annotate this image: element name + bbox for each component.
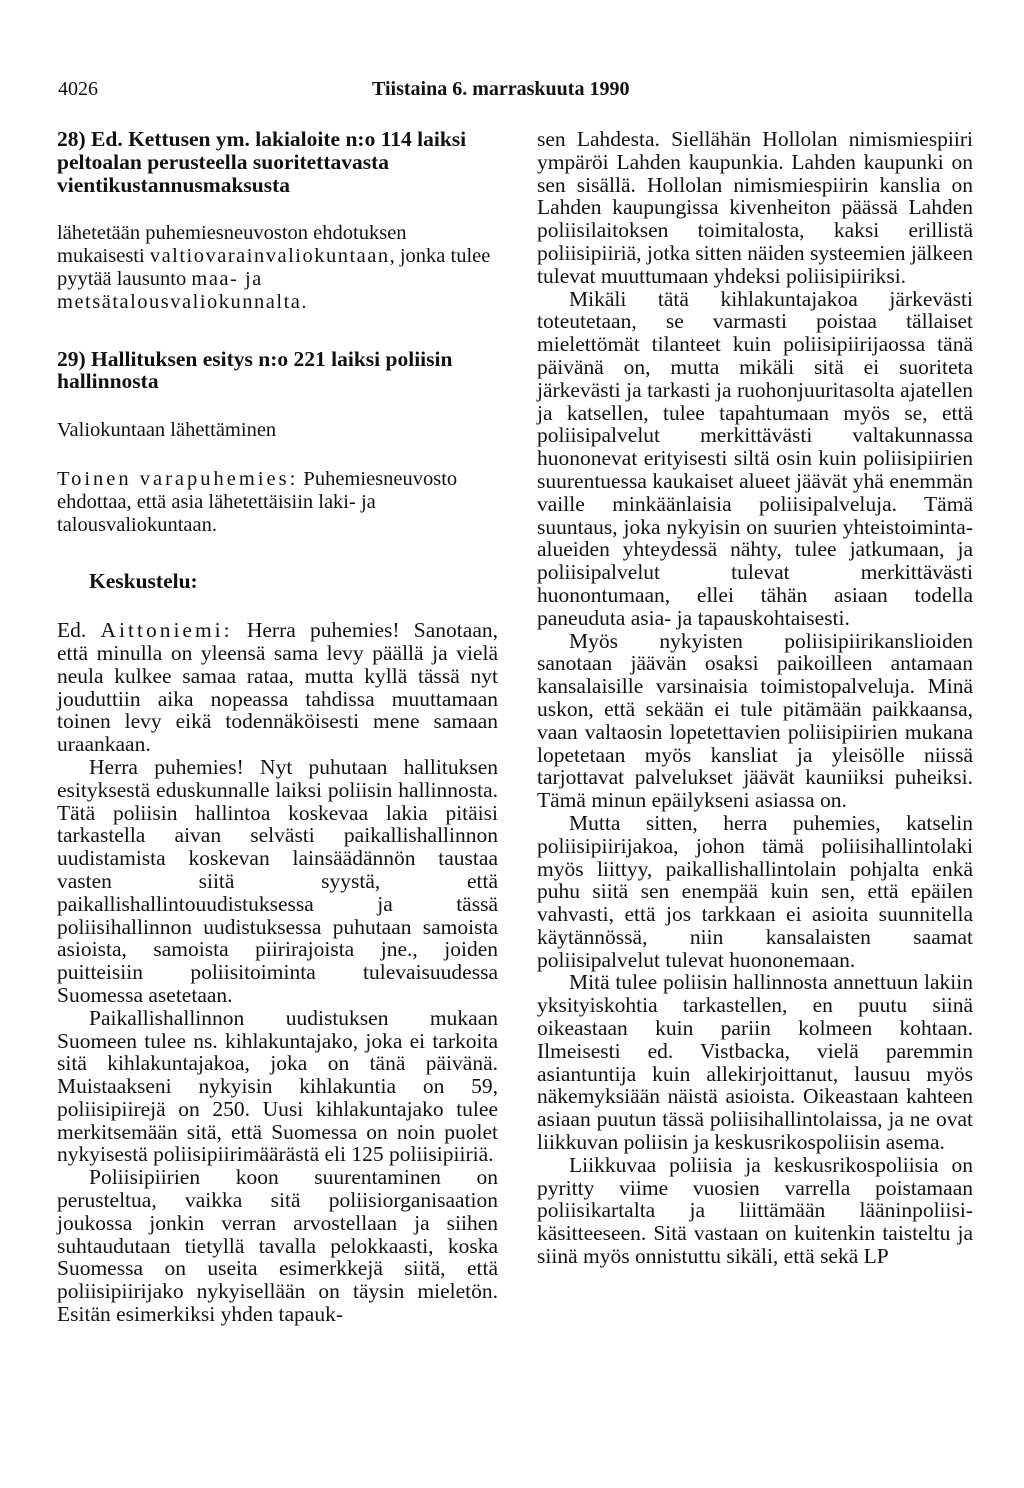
- item-29-subtitle: Valiokuntaan lähettäminen: [57, 419, 277, 442]
- item-28-text-b: , jonka tulee pyytää lausunto: [57, 245, 491, 290]
- speech-paragraph: Mikäli tätä kihlakuntajakoa järkevästi toteutetaan, se varmasti poistaa tällaiset mielettömät tilanteet kuin poliisipiirijaossa tänä päivänä on, mutta mikäli sitä ei suoriteta järkevästi ja tarkasti ja ruohonjuuritasolta ajatellen ja katsellen, tulee tapahtumaan myös se, että poliisipalvelut merkittävästi valtakunnassa huononevat erityisesti siltä osin kuin poliisipiirien suurentuessa kaukaiset alueet jäävät yhä enemmän vaille minkäänlaisia poliisipalveluja. Tämä suuntaus, joka nykyisin on suurien yhteistoiminta-alueiden yhteydessä nähty, tulee jatkumaan, ja poliisipalvelut tulevat merkittävästi huonontumaan, ellei tähän asiaan todella paneuduta asia- ja tapauskohtaisesti.: [537, 286, 973, 630]
- item-28-text-a: lähetetään puhemiesneuvoston ehdotuksen mukaisesti: [57, 222, 407, 268]
- item-29-speaker-text: Puhemiesneuvosto ehdottaa, että asia lähetettäisiin laki- ja talousvaliokuntaan.: [57, 467, 458, 536]
- right-column: [537, 128, 973, 1268]
- item-29-proposal: [57, 468, 498, 536]
- speech-paragraph: Herra puhemies! Nyt puhutaan hallituksen esityksestä eduskunnalle laiksi poliisin hallinnosta. Tätä poliisin hallintoa koskevaa lakia pitäisi tarkastella aivan selvästi paikallishallinnon uudistamista koskevan lainsäädännön taustaa vasten siitä syystä, että paikallishallintouudistuksessa ja tässä poliisihallinnon uudistuksessa puhutaan samoista asioista, samoista piirirajoista jne., joiden puitteisiin poliisitoiminta tulevaisuudessa Suomessa asetetaan.: [57, 754, 498, 1007]
- page-number: 4026: [58, 78, 98, 100]
- speaker-name: Aittoniemi:: [100, 618, 233, 643]
- speech-first-paragraph: [57, 619, 498, 756]
- item-28-title: 28) Ed. Kettusen ym. lakialoite n:o 114 laiksi peltoalan perusteella suoritettavasta vientikustannusmaksusta: [57, 127, 467, 197]
- speech-paragraph: Mutta sitten, herra puhemies, katselin poliisipiirijakoa, johon tämä poliisihallintolaki myös liittyy, paikallishallintolain pohjalta enkä puhu siitä sen enempää kuin sen, että epäilen vahvasti, että jos tarkkaan ei asioita suunnitella käytännössä, niin kansalaisten saamat poliisipalvelut tulevat huononemaan.: [537, 810, 973, 972]
- item-29-title: 29) Hallituksen esitys n:o 221 laiksi poliisin hallinnosta: [57, 346, 453, 394]
- running-header-date: Tiistaina 6. marraskuuta 1990: [372, 78, 630, 100]
- item-28-committee-2: maa- ja metsätalousvaliokunnalta: [57, 267, 302, 313]
- left-column: [57, 128, 498, 1326]
- speech-opening: Herra puhemies! Sanotaan, että minulla on yleensä sama levy päällä ja vielä neula kulkee samaa rataa, mutta kyllä tässä nyt jouduttiin aika nopeassa tahdissa muuttamaan toinen levy eikä todennäköisesti mene samaan uraankaan.: [57, 618, 498, 757]
- speech-paragraph: Myös nykyisten poliisipiirikanslioiden sanotaan jäävän osaksi paikoilleen antamaan kansalaisille varsinaisia toimistopalveluja. Minä uskon, että sekään ei tule pitämään paikkaansa, vaan valtaosin lopetettavien poliisipiirien mukana lopetetaan myös kansliat ja yleisölle niissä tarjottavat palvelukset jäävät kauniiksi puheiksi. Tämä minun epäilykseni asiassa on.: [537, 628, 973, 813]
- speech-continuation: sen Lahdesta. Siellähän Hollolan nimismiespiiri ympäröi Lahden kaupunkia. Lahden kaupunki on sen sisällä. Hollolan nimismiespiirin kanslia on Lahden kaupungissa kivenheiton päässä Lahden poliisilaitoksen toimitalosta, kaksi erillistä poliisipiiriä, jotka sitten näiden systeemien jälkeen tulevat muuttumaan yhdeksi poliisipiiriksi.: [537, 127, 973, 288]
- item-28-decision: [57, 222, 498, 313]
- speech-paragraph: Poliisipiirien koon suurentaminen on perusteltua, vaikka sitä poliisiorganisaation joukossa jonkin verran arvostellaan ja siihen suhtaudutaan tietyllä tavalla pelokkaasti, koska Suomessa on useita esimerkkejä siitä, että poliisipiirijako nykyisellään on täysin mieletön. Esitän esimerkiksi yhden tapauk-: [57, 1165, 498, 1327]
- speech-paragraph: Mitä tulee poliisin hallinnosta annettuun lakiin yksityiskohtia tarkastellen, en puutu siinä oikeastaan kuin pariin kolmeen kohtaan. Ilmeisesti ed. Vistbacka, vielä paremmin asiantuntija kuin allekirjoittanut, lausuu myös näkemyksiään näistä asioista. Oikeastaan kahteen asiaan puutun tässä poliisihallintolaissa, ja ne ovat liikkuvan poliisin ja keskusrikospoliisin asema.: [537, 970, 973, 1155]
- item-29-speaker: Toinen varapuhemies:: [57, 467, 299, 490]
- item-28-text-c: .: [301, 290, 307, 313]
- discussion-heading: Keskustelu:: [89, 569, 198, 594]
- speech-paragraph: Paikallishallinnon uudistuksen mukaan Suomeen tulee ns. kihlakuntajako, joka ei tarkoita sitä kihlakuntajakoa, joka on tänä päivänä. Muistaakseni nykyisin kihlakuntia on 59, poliisipiirejä on 250. Uusi kihlakuntajako tulee merkitsemään sitä, että Suomessa on noin puolet nykyisestä poliisipiirimäärästä eli 125 poliisipiiriä.: [57, 1005, 498, 1167]
- speech-paragraph: Liikkuvaa poliisia ja keskusrikospoliisia on pyritty viime vuosien varrella poistamaan poliisikartalta ja liittämään lääninpoliisi-käsitteeseen. Sitä vastaan on kuitenkin taisteltu ja siinä myös onnistuttu sikäli, että sekä LP: [537, 1152, 973, 1269]
- item-28-committee-1: valtiovarainvaliokuntaan: [149, 245, 390, 268]
- speaker-prefix: Ed.: [57, 618, 101, 643]
